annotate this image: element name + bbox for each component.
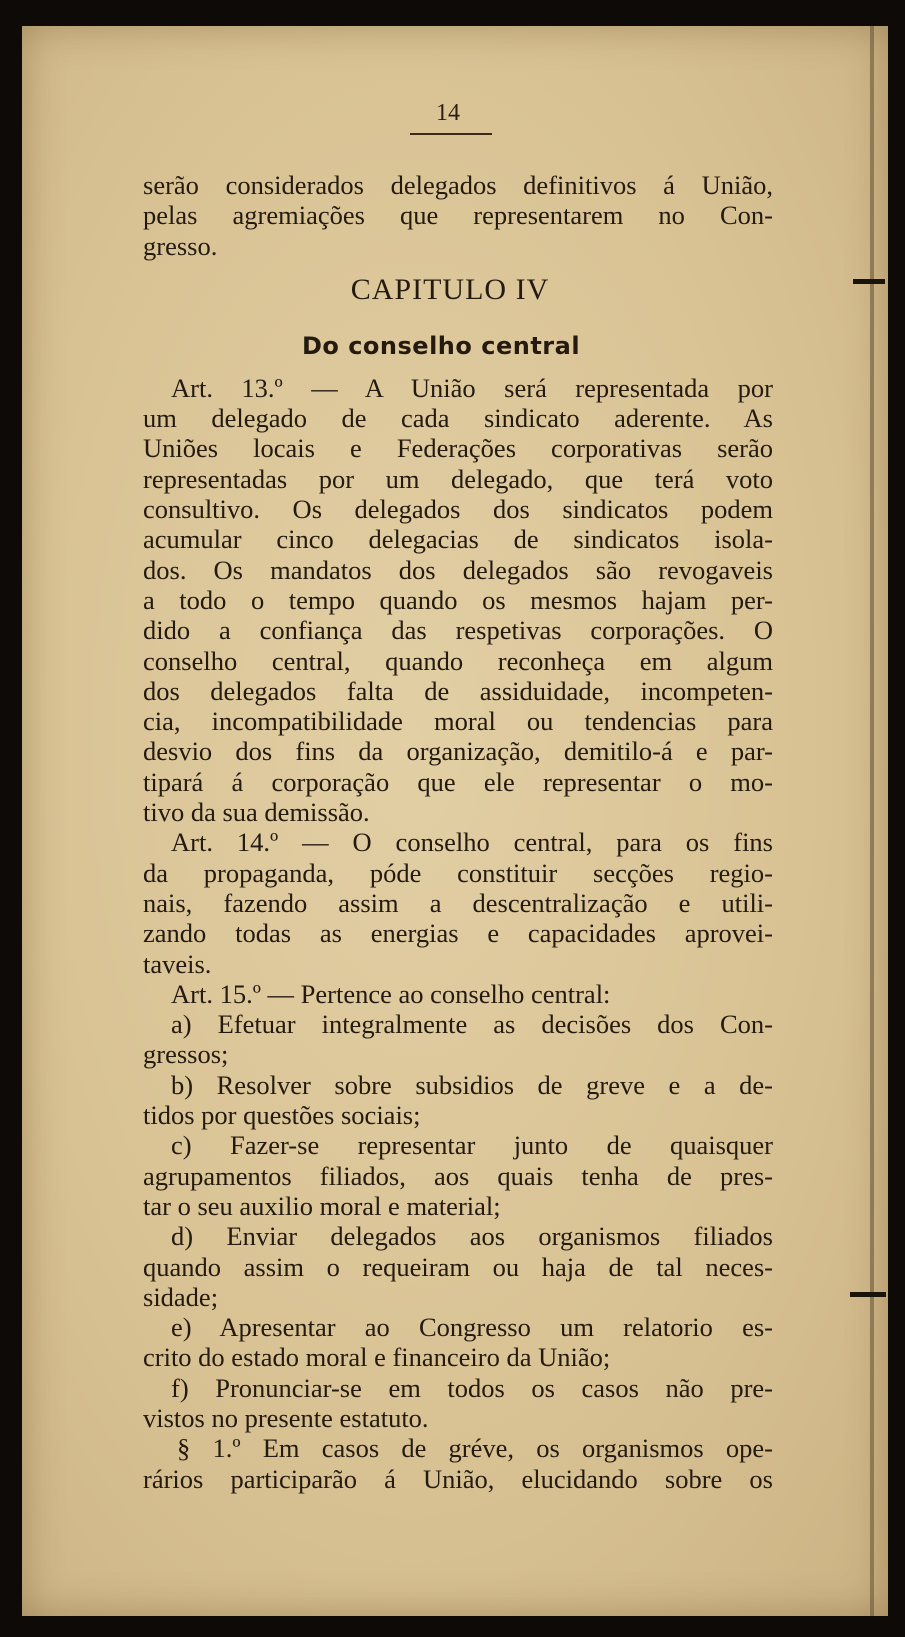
text-line: nais, fazendo assim a descentralização e utili- [143,887,773,918]
text-line: acumular cinco delegacias de sindicatos isola- [143,524,773,555]
text-line: tivo da sua demissão. [143,797,370,828]
text-line: desvio dos fins da organização, demitilo-á e par- [143,736,773,767]
text-line: vistos no presente estatuto. [143,1402,429,1433]
text-line: conselho central, quando reconheça em algum [143,645,773,676]
text-line: representadas por um delegado, que terá voto [143,463,773,494]
page-number: 14 [436,100,460,126]
text-line: crito do estado moral e financeiro da União; [143,1342,611,1373]
text-line: gresso. [143,230,218,261]
margin-mark [853,279,885,284]
text-line: gressos; [143,1039,229,1070]
text-line: § 1.º Em casos de gréve, os organismos ope- [177,1433,773,1464]
text-line: quando assim o requeiram ou haja de tal neces- [143,1251,773,1282]
text-line: b) Resolver sobre subsidios de greve e a de- [171,1069,773,1100]
text-line: dido a confiança das respetivas corporações. O [143,615,773,646]
text-line: Art. 13.º — A União será representada por [171,372,773,403]
text-line: da propaganda, póde constituir secções regio- [143,857,773,888]
text-line: pelas agremiações que representarem no Con- [143,200,773,231]
page-number-rule [410,133,492,135]
text-line: agrupamentos filiados, aos quais tenha de pres- [143,1160,773,1191]
chapter-heading: CAPITULO IV [350,272,550,306]
text-line: rários participarão á União, elucidando sobre os [143,1463,773,1494]
text-line: consultivo. Os delegados dos sindicatos podem [143,494,773,525]
section-heading: Do conselho central [301,331,581,360]
text-line: c) Fazer-se representar junto de quaisquer [171,1130,773,1161]
page-fold-shadow [870,26,874,1616]
text-line: d) Enviar delegados aos organismos filiados [171,1221,773,1252]
text-line: taveis. [143,948,212,979]
margin-mark [850,1292,886,1297]
text-line: a) Efetuar integralmente as decisões dos Con- [171,1009,773,1040]
text-line: tidos por questões sociais; [143,1100,421,1131]
text-line: sidade; [143,1281,219,1312]
text-line: Art. 14.º — O conselho central, para os fins [171,827,773,858]
page-text [143,170,773,1494]
text-line: f) Pronunciar-se em todos os casos não pre- [171,1372,773,1403]
text-line: um delegado de cada sindicato aderente. As [143,403,773,434]
text-line: tar o seu auxilio moral e material; [143,1190,501,1221]
text-line: serão considerados delegados definitivos á União, [143,170,773,200]
text-line: Uniões locais e Federações corporativas serão [143,433,773,464]
text-line: dos. Os mandatos dos delegados são revogaveis [143,554,773,585]
text-line: a todo o tempo quando os mesmos hajam per- [143,584,773,615]
text-line: cia, incompatibilidade moral ou tendencias para [143,706,773,737]
text-line: tipará á corporação que ele representar o mo- [143,766,773,797]
text-line: e) Apresentar ao Congresso um relatorio es- [171,1312,773,1343]
text-line: zando todas as energias e capacidades aprovei- [143,918,773,949]
text-line: dos delegados falta de assiduidade, incompeten- [143,675,773,706]
text-line: Art. 15.º — Pertence ao conselho central: [171,978,611,1009]
